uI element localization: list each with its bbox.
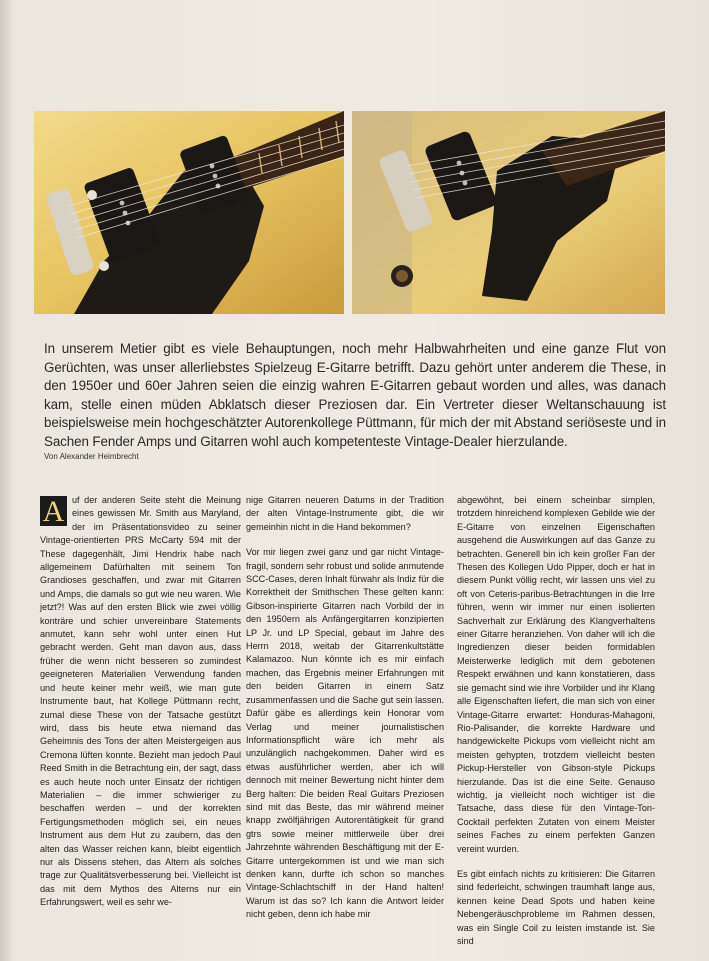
column-2-paragraph-2: Vor mir liegen zwei ganz und gar nicht Vintage-fragil, sondern sehr robust und solide anmutende SCC-Cases, deren Inhalt fürwahr als Indiz für die Korrektheit der Smithschen These gelten kann: Gibson-inspirierte Gitarren nach Vorbild der in den 1950ern als Anfängergitarren konzipierten LP Jr. und LP Special, gebaut im Jahre des Herrn 2018, weitab der Gitarrenkultstätte Kalamazoo. Nun könnte ich es mir einfach machen, das Ergebnis meiner Erfahrungen mit den beiden Gitarren in einem Satz zusammenfassen und die Sache gut sein lassen. Dafür gäbe es allerdings kein Honorar vom Verlag und meiner journalistischen Informationspflicht wäre ich mehr als unzulänglich nachgekommen. Daher wird es etwas ausführlicher werden, aber ich will dennoch mit meiner Bewertung nicht hinter dem Berg halten: Die beiden Real Guitars Preziosen sind mit das Beste, das mir während meiner knapp zwölfjährigen Autorentätigkeit für grand gtrs sowie meiner mittlerweile über drei Jahrzehnte währenden Beschäftigung mit der E-Gitarre untergekommen ist und wie man sich denken kann, durfte ich schon so manches Vintage-Schlachtschiff in der Hand halten! Warum ist das so? Ich kann die Antwort leider nicht geben, denn ich habe mir — [246, 547, 444, 920]
column-2-paragraph-1: nige Gitarren neueren Datums in der Tradition der alten Vintage-Instrumente gibt, die wir gemeinhin nicht in die Hand bekommen? — [246, 495, 444, 532]
intro-paragraph: In unserem Metier gibt es viele Behauptungen, noch mehr Halbwahrheiten und eine ganze Flut von Gerüchten, was unser allerliebstes Spielzeug E-Gitarre betrifft. Dazu gehört unter anderem die These, in den 1950er und 60er Jahren seien die einzig wahren E-Gitarren gebaut worden und alles, was danach kam, stelle einen müden Abklatsch dieser Preziosen dar. Ein Vertreter dieser Weltanschauung ist beispielsweise mein hochgeschätzter Autorenkollege Püttmann, für mich der mit Abstand seriöseste und in Sachen Fender Amps und Gitarren wohl auch kompetenteste Vintage-Dealer hierzulande. — [44, 341, 666, 449]
article-column-3 — [457, 494, 655, 960]
column-1-paragraph-1: uf der anderen Seite steht die Meinung eines gewissen Mr. Smith aus Maryland, der im Präsentationsvideo zu seiner Vintage-orientierten PRS McCarty 594 mit der These dagegenhält, Jimi Hendrix habe nach allgemeinem Dafürhalten mit seinem Ton Grandioses geschaffen, und zwar mit Gitarren und Amps, die damals so gut wie neu waren. Wie jetzt?! Was auf den ersten Blick wie zwei völlig konträre und schier unvereinbare Statements anmutet, kann sehr wohl unter einen Hut gebracht werden. Geht man davon aus, dass früher die wenn nicht besseren so zumindest geeigneteren Materialien Verwendung fanden und heute keiner mehr weiß, wie man gute Instrumente baut, hat Kollege Püttmann recht, zumal diese These von der Tatsache gestützt wird, dass bis heute etwa niemand das Geheimnis des Tons der alten Meistergeigen aus Cremona lüften konnte. Bezieht man jedoch Paul Reed Smith in die Betrachtung ein, der sagt, dass es auch heute noch unter Einsatz der richtigen Materialien – die immer schwieriger zu beschaffen werden – und der korrekten Fertigungsmethoden möglich sei, ein neues Instrument aus dem Hut zu zaubern, das den alten das Wasser reichen kann, bleibt eigentlich nur als Dissens stehen, das Altern als solches trage zur Qualitätsverbesserung bei. Vielleicht ist das mit dem Mythos des Alterns nur ein Erfahrungswert, weil es sehr we- — [40, 495, 241, 908]
author-byline: Von Alexander Heimbrecht — [44, 452, 139, 461]
column-3-paragraph-2: Es gibt einfach nichts zu kritisieren: Die Gitarren sind federleicht, schwingen traumhaft lange aus, kennen keine Dead Spots und haben keine Nebengeräuschprobleme im Rahmen dessen, was ein Single Coil zu leisten imstande ist. Sie sind — [457, 868, 655, 946]
column-3-paragraph-1: abgewöhnt, bei einem scheinbar simplen, trotzdem hinreichend komplexen Gebilde wie der E-Gitarre von einzelnen Eigenschaften ausgehend die Auswirkungen auf das Ganze zu betrachten. Generell bin ich kein großer Fan der Thesen des Kollegen Udo Pipper, doch er hat in diesem Punkt völlig recht, wir lassen uns viel zu oft von Ceteris-paribus-Betrachtungen in die Irre führen, wenn wir immer nur einen isolierten Sachverhalt zur Erklärung des Klangverhaltens einer Gitarre heranziehen. Von daher will ich die Ingredienzen dieser beiden formidablen Meisterwerke lediglich mit dem gebotenen Respekt erwähnen und kann konstatieren, dass sie gemacht sind wie ihre Vorbilder und ihr Klang alle Eigenschaften liefert, die man sich von einer Vintage-Gitarre erwartet: Honduras-Mahagoni, Rio-Palisander, die korrekte Hardware und handgewickelte Pickups vom vielleicht nicht am meisten gehypten, trotzdem vielleicht besten Pickup-Hersteller von Gibson-style Pickups hierzulande. Das ist die eine Seite. Genauso wichtig, ja vielleicht noch wichtiger ist die Tatsache, dass diese für den Vintage-Ton-Cocktail perfekten Zutaten von einem Meister seines Faches zu einem perfekten Ganzen vereint wurden. — [457, 495, 655, 854]
guitar-bridge-photo — [352, 111, 665, 314]
guitar-pickups-photo — [34, 111, 344, 314]
drop-cap: A — [40, 496, 67, 526]
article-column-1 — [40, 494, 241, 922]
article-column-2 — [246, 494, 444, 934]
